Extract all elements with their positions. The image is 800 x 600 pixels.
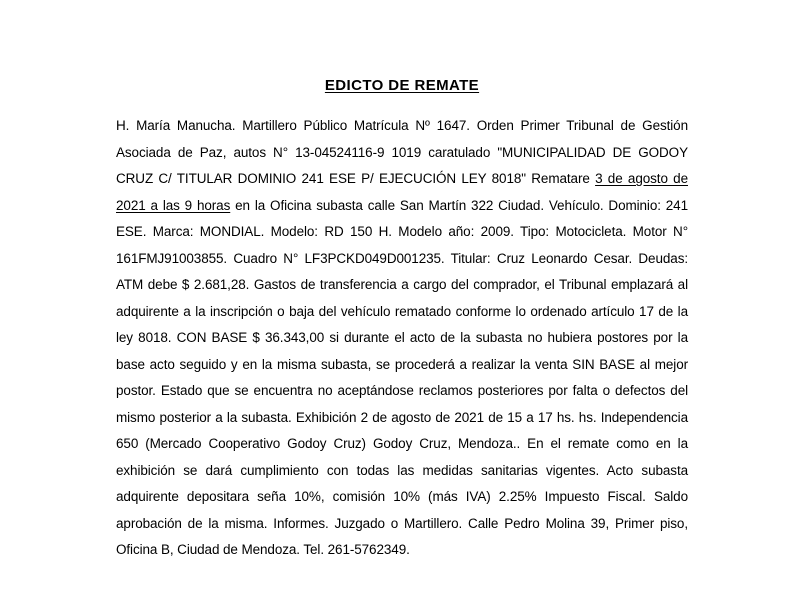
auction-date-underlined: 3 de agosto de 2021 a las 9 horas — [116, 171, 688, 213]
paragraph-text-after-date: en la Oficina subasta calle San Martín 322 Ciudad. Vehículo. Dominio: 241 ESE. Marca: MONDIAL. Modelo: RD 150 H. Modelo año: 2009. Tipo: Motocicleta. Motor N° 161FMJ91003855. Cuadro N° LF3PCKD049D001235. Titular: Cruz Leonardo Cesar. Deudas: ATM debe $ 2.681,28. Gastos de transferencia a cargo del comprador, el Tribunal emplazará al adquirente a la inscripción o baja del vehículo rematado conforme lo ordenado artículo 17 de la ley 8018. CON BASE $ 36.343,00 si durante el acto de la subasta no hubiera postores por la base acto seguido y en la misma subasta, se procederá a realizar la venta SIN BASE al mejor postor. Estado que se encuentra no aceptándose reclamos posteriores por falta o defectos del mismo posterior a la subasta. Exhibición 2 de agosto de 2021 de 15 a 17 hs. hs. Independencia 650 (Mercado Cooperativo Godoy Cruz) Godoy Cruz, Mendoza.. En el remate como en la exhibición se dará cumplimiento con todas las medidas sanitarias vigentes. Acto subasta adquirente depositara seña 10%, comisión 10% (más IVA) 2.25% Impuesto Fiscal. Saldo aprobación de la misma. Informes. Juzgado o Martillero. Calle Pedro Molina 39, Primer piso, Oficina B, Ciudad de Mendoza. Tel. 261-5762349. — [116, 197, 688, 557]
document-title: EDICTO DE REMATE — [324, 77, 480, 94]
paragraph-text-before-date: H. María Manucha. Martillero Público Matrícula Nº 1647. Orden Primer Tribunal de Gestión Asociada de Paz, autos N° 13-04524116-9 1019 caratulado "MUNICIPALIDAD DE GODOY CRUZ C/ TITULAR DOMINIO 241 ESE P/ EJECUCIÓN LEY 8018" Rematare — [116, 118, 688, 186]
edict-paragraph — [116, 113, 688, 564]
